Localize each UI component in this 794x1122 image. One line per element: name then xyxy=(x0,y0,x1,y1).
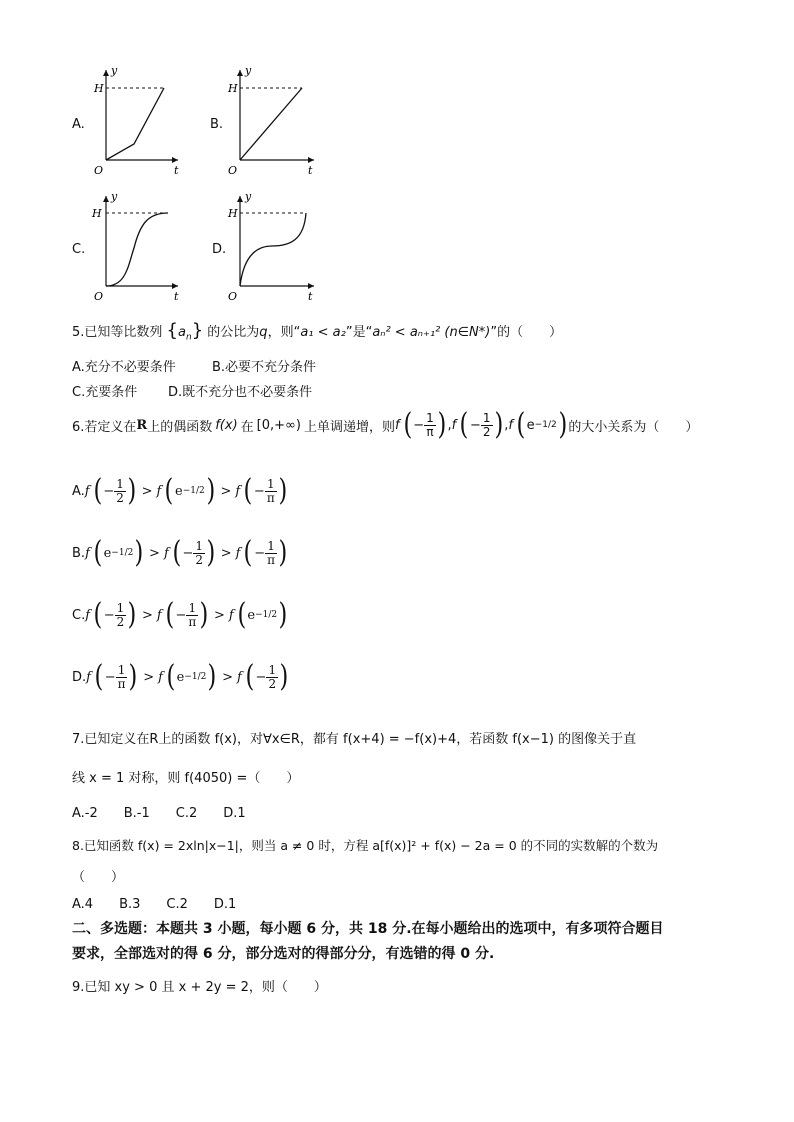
graph-b-H: H xyxy=(228,82,238,95)
graph-b-t: t xyxy=(308,164,313,177)
question-7-options: A.-2 B.-1 C.2 D.1 xyxy=(72,806,246,821)
question-8-line1: 8.已知函数 f(x) = 2xln|x−1|，则当 a ≠ 0 时，方程 a[f(x)]² + f(x) − 2a = 0 的不同的实数解的个数为 xyxy=(72,838,659,853)
graph-d-y: y xyxy=(245,190,252,203)
graph-a-label: A. xyxy=(72,117,85,132)
graph-a-y: y xyxy=(111,64,118,77)
graph-b-label: B. xyxy=(210,117,224,132)
q5-option-a: A.充分不必要条件 xyxy=(72,360,176,375)
q6-option-b: B. f ( e −1/2 ) > f ( − $\frac{1}{2}$ ) > f ( − $\frac{1}{\pi}$ ) xyxy=(72,535,288,570)
q5-option-b: B.必要不充分条件 xyxy=(212,360,317,375)
graph-c-label: C. xyxy=(72,242,86,257)
graph-b-O: O xyxy=(228,164,238,177)
graph-c xyxy=(88,188,188,304)
graph-c-O: O xyxy=(94,290,104,303)
question-8-options: A.4 B.3 C.2 D.1 xyxy=(72,897,237,912)
question-7-line2: 线 x = 1 对称，则 f(4050) =（ ） xyxy=(72,771,300,786)
graph-a xyxy=(86,62,186,178)
graph-a-O: O xyxy=(94,164,104,177)
question-9: 9.已知 xy > 0 且 x + 2y = 2，则（ ） xyxy=(72,980,327,995)
q5-option-c: C.充要条件 xyxy=(72,385,138,400)
graph-a-H: H xyxy=(94,82,104,95)
question-8-line2: （ ） xyxy=(72,870,125,885)
section-2-heading-line1: 二、多选题：本题共 3 小题，每小题 6 分，共 18 分.在每小题给出的选项中，有多项符合题目 xyxy=(72,921,664,937)
graph-b xyxy=(226,62,326,178)
graph-d xyxy=(226,188,326,304)
question-7-line1: 7.已知定义在R上的函数 f(x)，对∀x∈R，都有 f(x+4) = −f(x)+4，若函数 f(x−1) 的图像关于直 xyxy=(72,732,637,747)
q6-option-d: D. f ( − $\frac{1}{\pi}$ ) > f ( e −1/2 ) > f ( − $\frac{1}{2}$ ) xyxy=(72,659,289,694)
graph-d-label: D. xyxy=(212,242,227,257)
question-5: 5.已知等比数列 $\{a_n\}$ 的公比为q，则“a₁ < a₂”是“aₙ² < aₙ₊₁² (n∈N*)”的（ ） xyxy=(72,320,563,343)
graph-d-H: H xyxy=(228,207,238,220)
q6-option-c: C. f ( − $\frac{1}{2}$ ) > f ( − $\frac{1}{\pi}$ ) > f ( e −1/2 ) xyxy=(72,597,288,632)
q6-option-a: A. f ( − $\frac{1}{2}$ ) > f ( e −1/2 ) > f ( − $\frac{1}{\pi}$ ) xyxy=(72,473,287,508)
question-6: 6.若定义在 R 上的偶函数 f(x) 在 [0,+∞) 上单调递增，则 f ( − $\frac{1}{\pi}$ ) , f ( − $\frac{1}{2}$ ) , f ( e −1/2 ) 的大小关系为（ ） xyxy=(72,407,699,442)
graph-a-t: t xyxy=(174,164,179,177)
graph-d-O: O xyxy=(228,290,238,303)
graph-c-H: H xyxy=(92,207,102,220)
section-2-heading-line2: 要求，全部选对的得 6 分，部分选对的得部分分，有选错的得 0 分. xyxy=(72,946,495,962)
graph-d-t: t xyxy=(308,290,313,303)
q5-option-d: D.既不充分也不必要条件 xyxy=(168,385,313,400)
graph-c-t: t xyxy=(174,290,179,303)
graph-b-y: y xyxy=(245,64,252,77)
graph-c-y: y xyxy=(111,190,118,203)
